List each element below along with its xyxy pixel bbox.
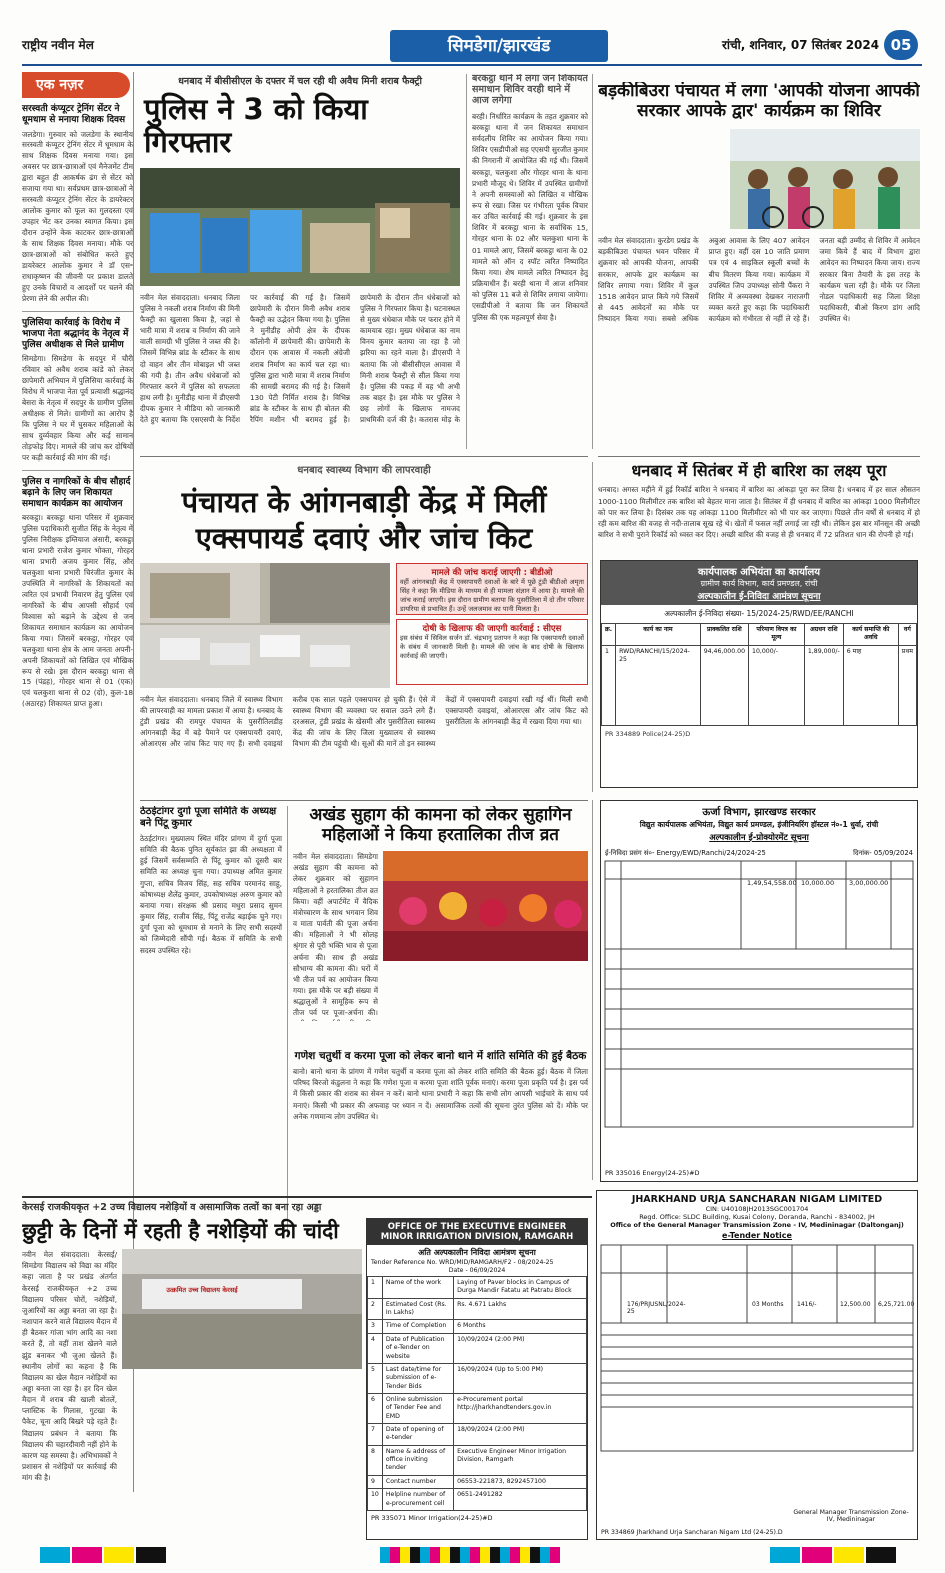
table-cell: 9	[368, 1475, 383, 1488]
table-header: कार्य समाप्ति की अवधि	[843, 624, 898, 646]
table-cell: 1	[602, 645, 616, 725]
table-row	[368, 1489, 587, 1511]
camp-photo-image	[598, 129, 920, 229]
notice-date: दिनांक- 05/09/2024	[853, 849, 913, 857]
notice-refs	[601, 846, 917, 859]
tender-number: अल्पकालीन ई-निविदा संख्या- 15/2024-25/RWD/EE/RANCHI	[664, 609, 854, 618]
table-cell: Last date/time for submission of e-Tender Bids	[382, 1363, 453, 1393]
table-cell: Time of Completion	[382, 1320, 453, 1333]
table-cell: Estimated Cost (Rs. In Lakhs)	[382, 1298, 453, 1320]
column-rule	[287, 806, 288, 1236]
table-cell: 06553-221873, 8292457100	[454, 1475, 587, 1488]
section-rule	[140, 800, 588, 801]
notice-footer: PR 335071 Minor Irrigation(24-25)#D	[371, 1513, 493, 1522]
notice-title: अल्पकालीन ई-निविदा आमंत्रण सूचना	[697, 592, 821, 602]
section-rule	[140, 456, 588, 457]
jusnl-table-graphic	[597, 1243, 917, 1453]
notice-header	[601, 801, 917, 846]
table-cell: Laying of Paver blocks in Campus of Durga Mandir Fatatu at Patratu Block	[454, 1277, 587, 1299]
table-cell: 18/09/2024 (2:00 PM)	[454, 1424, 587, 1446]
table-row	[368, 1277, 587, 1299]
article-body: नवीन मेल संवाददाता। केरसई/सिमडेगा विद्यालय को विद्या का मंदिर कहा जाता है पर प्रखंड अंतर्गत केरसई राजकीयकृत +2 उच्च विद्यालय परिसर चोरों, नशेड़ियों, जुआरियों का अड्डा बनता जा रहा है। नशापान करने वाले विद्यालय मैदान में ही बैठकर गांजा भांग आदि का नशा करते हैं, तो वहीं ताश खेलने वाले झुंड बनाकर भी जुआ खेलते हैं। स्थानीय लोगों का कहना है कि विद्यालय का खेल मैदान नशेड़ियों का अड्डा बनता जा रहा है। हर दिन खेल मैदान में शराब की खाली बोतलें, प्लास्टिक के गिलास, गुटखा के पैकेट, चूना आदि बिखरे पड़े रहते हैं। विद्यालय प्रबंधन ने बताया कि विद्यालय की चहारदीवारी नहीं होने के कारण यह समस्या है। अभिभावकों ने प्रशासन से नशेड़ियों पर कार्रवाई की मांग की है।	[22, 1250, 117, 1483]
article-durga-puja	[140, 806, 282, 1238]
table-cell: 8	[368, 1445, 383, 1475]
school-sign: उत्क्रमित उच्च विद्यालय केरसई	[166, 1286, 238, 1295]
notice-title: OFFICE OF THE EXECUTIVE ENGINEER MINOR IRRIGATION DIVISION, RAMGARH	[367, 1219, 587, 1245]
notice-address: Regd. Office: SLDC Building, Kusai Colony, Doranda, Ranchi - 834002, JH	[639, 1213, 875, 1221]
article-body: नवीन मेल संवाददाता। धनबाद जिले में स्वास्थ्य विभाग की लापरवाही का मामला प्रकाश में आया है। धनबाद के टुंडी प्रखंड की रामपुर पंचायत के पुसरीतिलडीह आंगनबाड़ी केंद्र में बड़े पैमाने पर एक्सपायरी दवाएं, ओआरएस और जांच किट पाए गए हैं। सभी दवाइयां करीब एक साल पहले एक्सपायर हो चुकी हैं। ऐसे में स्वास्थ्य विभाग की व्यवस्था पर सवाल उठने लगे हैं। दरअसल, टुंडी प्रखंड के खेसमी और पुसरीतिला स्वास्थ्य केंद्र की जांच के लिए जिला मुख्यालय से स्वास्थ्य विभाग की टीम पहुंची थी। सूओं की मानें तो इन स्वास्थ्य केंद्रों में एक्सपायरी दवाइयां रखी गई थीं। मिली सभी एक्सपायरी दवाइयां, ओआरएस और जांच किट को पुसरीतिला के आंगनबाड़ी केंद्र में रखवा दिया गया था।	[140, 694, 588, 749]
table-cell: Date of Publication of e-Tender on website	[382, 1333, 453, 1363]
article-kicker: धनबाद स्वास्थ्य विभाग की लापरवाही	[297, 465, 431, 476]
color-swatch	[866, 1547, 896, 1563]
cs-box	[396, 619, 588, 685]
column-rule	[592, 462, 593, 792]
notice-minor-irrigation	[366, 1218, 588, 1540]
table-row	[368, 1363, 587, 1393]
table-cell: 5	[368, 1363, 383, 1393]
notice-title: JHARKHAND URJA SANCHARAN NIGAM LIMITED	[631, 1194, 883, 1205]
brief-headline: पुलिसिया कार्रवाई के विरोध में भाजपा नेता श्रद्धानंद के नेतृत्व में पुलिस अधीक्षक से मिले ग्रामीण	[22, 317, 129, 350]
jusnl-est: 6,25,721.00	[878, 1301, 915, 1308]
article-headline: धनबाद में सितंबर में ही बारिश का लक्ष्य पूरा	[631, 462, 887, 480]
table-cell: Name & address of office inviting tender	[382, 1445, 453, 1475]
energy-table-graphic	[601, 859, 917, 1129]
table-row	[368, 1475, 587, 1488]
table-cell: 6	[368, 1393, 383, 1423]
page-number: 05	[884, 30, 918, 60]
notice-rural-works	[600, 560, 918, 788]
dateline: रांची, शनिवार, 07 सितंबर 2024	[722, 38, 880, 52]
table-row	[368, 1424, 587, 1446]
article-kicker: केरसई राजकीयकृत +2 उच्च विद्यालय नशेड़ियों व असामाजिक तत्वों का बना रहा अड्डा	[22, 1202, 322, 1213]
box-title: मामले की जांच कराई जाएगी : बीडीओ	[431, 567, 553, 578]
teej-layout	[293, 851, 588, 1021]
article-body: नवीन मेल संवाददाता। सिमडेगा अखंड सुहाग की कामना को लेकर शुक्रवार को सुहागन महिलाओं ने हरतालिका तीज व्रत किया। वहीं अपार्टमेंट में वैदिक मंत्रोच्चारण के साथ भगवान शिव व माता पार्वती की पूजा अर्चना की। महिलाओं ने भी सोलह श्रृंगार से पूरी भक्ति भाव से पूजा अर्चना की। साथ ही अखंड सौभाग्य की कामना की। घरों में भी तीज पर्व का आयोजन किया गया। इस मौके पर बड़ी संख्या में श्रद्धालुओं ने सामूहिक रूप से तीज पर्व पर पूजा-अर्चना की।	[293, 852, 378, 1018]
table-cell: e-Procurement portal http://jharkhandtenders.gov.in	[454, 1393, 587, 1423]
article-apki-yojana	[598, 82, 920, 452]
color-swatch	[770, 1547, 800, 1563]
table-cell: 10,000/-	[749, 645, 805, 725]
article-body: धनबाद। अगस्त महीने में हुई रिकॉर्ड बारिश ने धनबाद में बारिश का आंकड़ा पूरा कर लिया है। धनबाद में हर साल औसतन 1000-1100 मिलीमीटर तक बारिश को बेहतर माना जाता है। सितंबर में ही धनबाद में बारिश का आंकड़ा 1000 मिलीमीटर को पार कर लिया है। दिसंबर तक यह आंकड़ा 1100 मिलीमीटर को भी पार कर जाएगा। पिछले तीन वर्षों से धनबाद में हो रही कम बारिश की वजह से नदी-तालाब सूख रहे थे। खेतों में फसल नहीं लगाई जा रही थी। लेकिन इस बार मॉनसून की अच्छी बारिश ने सभी पुराने रिकॉर्ड को ध्वस्त कर दिए। अच्छी बारिश की वजह से ही धनबाद में 72 प्रतिशत धान की रोपनी हो गई।	[598, 485, 920, 540]
table-row	[368, 1393, 587, 1423]
notice-subtitle: अति अल्पकालीन निविदा आमंत्रण सूचना	[418, 1248, 536, 1257]
table-cell: 10	[368, 1489, 383, 1511]
camp-photo	[598, 129, 920, 229]
masthead	[22, 30, 922, 66]
color-swatch	[136, 1547, 166, 1563]
table-cell: Contact number	[382, 1475, 453, 1488]
notice-ref: ई-निविदा प्रसंग सं०- Energy/EWD/Ranchi/24/2024-25	[605, 849, 766, 857]
color-swatch	[834, 1547, 864, 1563]
article-headline: गणेश चतुर्थी व करमा पूजा को लेकर बानो थाने में शांति समिति की हुई बैठक	[294, 1050, 587, 1062]
notice-office: कार्यपालक अभियंता का कार्यालय	[697, 567, 821, 578]
jusnl-period: 03 Months	[752, 1301, 784, 1308]
brief-text: बरकट्ठा। बरकट्ठा थाना परिसर में शुक्रवार पुलिस पदाधिकारी सुजीत सिंह के नेतृत्व में पुलिस निरीक्षक इम्तियाज अंसारी, बरकट्ठा थाना प्रभारी राजेश कुमार भोक्ता, गोरहर थाना प्रभारी अजय कुमार सिंह, और चलकुशा थाना प्रभारी चिरंजीत कुमार के उपस्थिति में नागरिकों के शिकायतों का त्वरित एवं प्रभावी निवारण हेतु पुलिस एवं नागरिकों के बीच आपसी सौहार्द एवं विश्वास को बढ़ाने के उद्देश्य से जन शिकायत समाधान कार्यक्रम का आयोजन किया गया। जिसमें बरकट्ठा, गोरहर एवं चलकुशा थाना क्षेत्र के आम जनता अपनी-अपनी शिकायतों को लिखित एवं मौखिक रूप से रखे। इस दौरान बरकट्ठा थाना से 15 (पंद्रह), गोरहर थाना से 01 (एक) एवं चलकुशा थाना से 02 (दो), कुल-18 (अठारह) शिकायत प्राप्त हुआ।	[22, 513, 133, 709]
table-cell: Date of opening of e-tender	[382, 1424, 453, 1446]
article-headline: बरकट्ठा थाने में लगा जन शिकायत समाधान शिविर वरही थाने में आज लगेगा	[472, 74, 588, 106]
color-swatch	[802, 1547, 832, 1563]
energy-amount: 1,49,54,558.00	[747, 879, 797, 887]
table-cell: 10/09/2024 (2:00 PM)	[454, 1333, 587, 1363]
table-header: प्राक्कलित राशि	[700, 624, 748, 646]
article-teej	[293, 806, 588, 1046]
jusnl-emd: 12,500.00	[840, 1301, 871, 1308]
notice-footer: PR 334869 Jharkhand Urja Sancharan Nigam Ltd (24-25).D	[601, 1529, 783, 1536]
jusnl-nit: 176/PRJUSNL/2024-25	[627, 1301, 686, 1315]
article-headline: बड़कीबिउरा पंचायत में लगा 'आपकी योजना आपकी सरकार आपके द्वार' कार्यक्रम का शिविर	[598, 82, 920, 121]
notice-header	[601, 561, 917, 605]
article-barkattha-camp	[472, 74, 588, 446]
table-row	[368, 1445, 587, 1475]
energy-fee: 10,000.00	[801, 879, 835, 887]
article-anganbadi	[140, 462, 588, 797]
notice-title: अल्पकालीन ई-प्रोक्योरमेंट सूचना	[709, 833, 809, 843]
school-layout	[22, 1249, 362, 1511]
table-cell: Rs. 4.671 Lakhs	[454, 1298, 587, 1320]
bdo-box	[396, 563, 588, 615]
brief-headline: सरस्वती कंप्यूटर ट्रेनिंग सेंटर ने धूमधाम से मनाया शिक्षक दिवस	[22, 104, 126, 126]
seized-liquor-photo	[140, 168, 460, 286]
energy-emd: 3,00,000.00	[849, 879, 889, 887]
table-cell: 94,46,000.00	[700, 645, 748, 725]
school-photo	[122, 1249, 362, 1369]
notice-dept: ग्रामीण कार्य विभाग, कार्य प्रमण्डल, रांची	[700, 579, 818, 588]
article-headline: ठेठईटांगर दुर्गा पूजा समिति के अध्यक्ष बने पिंटू कुमार	[140, 806, 277, 829]
table-cell: RWD/RANCHI/15/2024-25	[616, 645, 701, 725]
color-swatch	[72, 1547, 102, 1563]
table-header: कार्य का नाम	[616, 624, 701, 646]
article-headline: अखंड सुहाग की कामना को लेकर सुहागिन महिलाओं ने किया हरतालिका तीज व्रत	[309, 806, 572, 845]
box-text: इस संबंध में सिविल सर्जन डॉ. चंद्रभानु प्रतापन ने कहा कि एक्सपायरी दवाओं के संबंध में जानकारी मिली है। मामले की जांच के बाद दोषी के खिलाफ कार्रवाई की जाएगी।	[400, 633, 584, 660]
notice-office: विद्युत कार्यपालक अभियंता, विद्युत कार्य प्रमण्डल, इंजीनियरिंग हॉस्टल नं०-1 धुर्वा, रांची	[639, 820, 879, 829]
notice-dept: ऊर्जा विभाग, झारखण्ड सरकार	[702, 807, 816, 818]
table-row	[368, 1320, 587, 1333]
jusnl-cost: 1416/-	[797, 1301, 817, 1308]
article-headline: पुलिस ने 3 को किया गिरफ्तार	[144, 92, 368, 160]
table-cell: Online submission of Tender Fee and EMD	[382, 1393, 453, 1423]
column-rule	[592, 74, 593, 449]
table-cell: Helpline number of e-procurement cell	[382, 1489, 453, 1511]
section-rule	[22, 1196, 592, 1198]
teej-photo	[383, 851, 588, 961]
table-header: वर्ग	[898, 624, 916, 646]
table-cell: 2	[368, 1298, 383, 1320]
color-swatch	[40, 1547, 70, 1563]
table-header: परिमाण विपत्र का मूल्य	[749, 624, 805, 646]
divider	[22, 470, 133, 471]
brief-headline: पुलिस व नागरिकों के बीच सौहार्द बढ़ाने के लिए जन शिकायत समाधान कार्यक्रम का आयोजन	[22, 476, 131, 510]
article-body: ठेठईटांगर। मुख्यालय स्थित मंदिर प्रांगण में दुर्गा पूजा समिति की बैठक पुनित सूर्यकांत झा की अध्यक्षता में हुई जिसमें सर्वसम्मति से पिंटू कुमार को दूसरी बार समिति का अध्यक्ष चुना गया। उपाध्यक्ष अमित कुमार गुप्ता, सचिव विजय सिंह, सह सचिव परमानंद साहू, कोषाध्यक्ष शैलेंद्र कुमार, उपकोषाध्यक्ष अरुण कुमार को बनाया गया। संरक्षक श्री प्रसाद मधुरा प्रसाद सुमन कुमार सिंह, राजीव सिंह, पिंटू राजेंद्र बड़ाईक चुने गए। दुर्गा पूजा को धूमधाम से मनाने के लिए सभी सदस्यों को जिम्मेदारी सौंपी गई। बैठक में समिति के सभी सदस्य उपस्थित रहे।	[140, 834, 282, 955]
table-header: क्र.	[602, 624, 616, 646]
table-cell: 0651-2491282	[454, 1489, 587, 1511]
liquor-photo	[140, 168, 460, 286]
table-cell: 1	[368, 1277, 383, 1299]
table-cell: 7	[368, 1424, 383, 1446]
table-cell: Executive Engineer Minor Irrigation Division, Ramgarh	[454, 1445, 587, 1475]
column-rule	[466, 74, 467, 449]
article-liquor-factory	[140, 74, 460, 454]
notice-cin: CIN: U40108JH2013SGC001704	[705, 1205, 809, 1213]
article-body: नवीन मेल संवाददाता। धनबाद जिला पुलिस ने नकली शराब निर्माण की मिनी फैक्ट्री का खुलासा किया है, जहां से भारी मात्रा में शराब व निर्माण की जाने वाली सामग्री भी पुलिस ने जब्त की है। जिसमें विभिन्न ब्रांड के स्टीकर के साथ दो वाहन और तीन मोबाइल भी जब्त की गयी है। तीन अवैध धंधेबाजों को गिरफ्तार करने में पुलिस को सफलता हाथ लगी है। मुनीडीह थाना में डीएसपी दीपक कुमार ने मीडिया को जानकारी देते हुए बताया कि एसएसपी के निर्देश पर कार्रवाई की गई है। जिसमें छापेमारी के दौरान मिनी अवैध शराब फैक्ट्री का उद्भेदन किया गया है। पुलिस ने मुनीडीह ओपी क्षेत्र के दीपक कॉलोनी में छापेमारी की। छापेमारी के दौरान एक आवास में नकली अंग्रेजी शराब निर्माण का कार्य चल रहा था। पुलिस द्वारा भारी मात्रा में शराब निर्माण की सामग्री बरामद की गई है। जिसमें 130 पेटी निर्मित शराब है। विभिन्न ब्रांड के स्टीकर के साथ ही बोतल की रैपिंग मशीन भी बरामद हुई है। छापेमारी के दौरान तीन धंधेबाजों को पुलिस ने गिरफ्तार किया है। घटनास्थल से मुख्य धंधेबाज मौके पर फरार होने में कामयाब रहा। मुख्य धंधेबाज का नाम विनय कुमार बताया जा रहा है जो झरिया का रहने वाला है। डीएसपी ने बताया कि जो बीसीसीएल आवास में मिनी शराब फैक्ट्री से सील किया गया है। पुलिस की पकड़ में वह भी अभी तक बाहर है। इस मौके पर पुलिस ने छह लोगों के खिलाफ नामजद प्राथमिकी दर्ज की है। कतरास मोड़ के	[140, 292, 460, 425]
ek-najar-badge: एक नज़र	[22, 72, 130, 98]
notice-subtitle: e-Tender Notice	[722, 1231, 792, 1240]
article-kicker: धनबाद में बीसीसीएल के दफ्तर में चल रही थी अवैध मिनी शराब फैक्ट्री	[178, 76, 422, 87]
color-swatch	[104, 1547, 134, 1563]
notice-ref: Tender Reference No. WRD/MID/RAMGARH/F2 - 08/2024-25	[371, 1259, 554, 1266]
article-headline: छुट्टी के दिनों में रहती है नशेड़ियों की चांदी	[22, 1219, 339, 1243]
minor-tender-table	[367, 1276, 587, 1511]
section-rule	[598, 456, 920, 457]
article-dhanbad-rain	[598, 462, 920, 554]
table-row	[368, 1333, 587, 1363]
table-cell: 6 माह	[843, 645, 898, 725]
table-cell: 3	[368, 1320, 383, 1333]
box-title: दोषी के खिलाफ की जाएगी कार्रवाई : सीएस	[422, 623, 562, 634]
notice-jusnl	[596, 1190, 918, 1540]
article-kersai-school	[22, 1200, 362, 1530]
table-cell: प्रथम	[898, 645, 916, 725]
article-body: बरही। निर्धारित कार्यक्रम के तहत शुक्रवार को बरकट्ठा थाना में जन शिकायत समाधान सर्वदलीय शिविर का आयोजन किया गया। शिविर एसडीपीओ सह एएसपी सुरजीत कुमार की निगरानी में आयोजित की गई थी। जिसमें बरकट्ठा, चलकुशा और गोरहर थाना के थाना प्रभारी मौजूद थे। शिविर में उपस्थित ग्रामीणों ने अपनी समस्याओं को लिखित व मौखिक रूप से रखा। जिस पर गंभीरता पूर्वक विचार कर उचित कार्रवाई की गई। शुक्रवार के इस शिविर में बरकट्ठा थाना के सर्वाधिक 15, गोरहर थाना के 02 और चलकुशा थाना के 01 मामले आए, जिसमें बरकट्ठा थाना के 02 मामले को ऑन द स्पॉट त्वरित निष्पादित किया गया। शेष मामले त्वरित निष्पादन हेतु प्रक्रियाधीन हैं। बरही थाना में आज शनिवार को पुलिस 11 बजे से शिविर लगाया जायेगा। एसडीपीओ ने बताया कि जन शिकायतें पुलिस की एक महत्वपूर्ण सेवा है।	[472, 111, 588, 322]
brief-text: जलडेगा। गुरुवार को जलडेगा के स्थानीय सरस्वती कंप्यूटर ट्रेनिंग सेंटर में धूमधाम के साथ शिक्षक दिवस मनाया गया। इस अवसर पर छात्र-छात्राओं एवं मैनेजमेंट टीम द्वारा बहुत ही आकर्षक ढंग से सेंटर को सजाया गया था। सर्वप्रथम छात्र-छात्राओं ने सरस्वती कंप्यूटर ट्रेनिंग सेंटर के डायरेक्टर आलोक कुमार को फूल का गुलदस्ता एवं उपहार भेंट कर उनका स्वागत किया। इस दौरान उन्होंने केक काटकर छात्र-छात्राओं के साथ शिक्षक दिवस मनाया। मौके पर छात्र-छात्राओं को संबोधित करते हुए डायरेक्टर आलोक कुमार ने डॉ एस॰ राधाकृष्णन की जीवनी पर प्रकाश डालते हुए उनके विचारों व आदर्शों पर चलने की प्रेरणा लेने की अपील की।	[22, 129, 133, 303]
table-row	[368, 1298, 587, 1320]
article-headline: पंचायत के आंगनबाड़ी केंद्र में मिलीं एक्सपायर्ड दवाएं और जांच किट	[181, 485, 547, 556]
table-row	[602, 645, 917, 725]
registration-strip	[380, 1547, 560, 1563]
paper-name: राष्ट्रीय नवीन मेल	[22, 38, 94, 52]
tender-table	[601, 623, 917, 726]
notice-signature: General Manager Transmission Zone-IV, Medininagar	[793, 1509, 909, 1523]
brief-text: सिमडेगा। सिमडेगा के सदपुर में चौरी रविवार को अवैध शराब कांडे को लेकर छापेमारी अभियान में पुलिसिया कार्रवाई के विरोध में भाजपा नेता पूर्व प्रत्याशी श्रद्धानंद बेसरा के नेतृत्व में सदपुर के ग्रामीण पुलिस अधीक्षक से मिले। ग्रामीणों का आरोप है कि पुलिस ने घर में घुसकर महिलाओं के साथ दुर्व्यवहार किया और कई सामान तोड़फोड़ दिए। मामले की जांच कर दोषियों पर कड़ी कार्रवाई की मांग की गई।	[22, 354, 133, 462]
divider	[22, 311, 133, 312]
notice-footer: PR 334889 Police(24-25)D	[605, 729, 691, 738]
notice-footer: PR 335016 Energy(24-25)#D	[605, 1169, 700, 1177]
article-body: बानो। बानो थाना के प्रांगण में गणेश चतुर्थी व करमा पूजा को लेकर शांति समिति की बैठक हुई। बैठक में जिला परिषद बिरजो कंडुलना ने कहा कि गणेश पूजा व करमा पूजा शांति पूर्वक मनाएं। करमा पूजा प्रकृति पर्व है। इस पर्व में किसी प्रकार की शराब का सेवन न करें। बानो थाना प्रभारी ने कहा कि सभी लोग आपसी भाईचारे के साथ पर्व मनाएं। किसी भी प्रकार की अफवाह पर ध्यान न दें। असामाजिक तत्वों की सूचना तुरंत पुलिस को दें। मौके पर अनेक गणमान्य लोग उपस्थित थे।	[293, 1067, 588, 1121]
notice-date: Date - 06/09/2024	[448, 1267, 506, 1274]
section-title: सिमडेगा/झारखंड	[390, 30, 608, 62]
column-rule	[592, 800, 593, 1180]
table-cell: 16/09/2024 (Up to 5:00 PM)	[454, 1363, 587, 1393]
table-cell: Name of the work	[382, 1277, 453, 1299]
anganbadi-photo	[140, 563, 390, 688]
table-cell: 1,89,000/-	[804, 645, 843, 725]
notice-header	[597, 1191, 917, 1243]
table-cell: 6 Months	[454, 1320, 587, 1333]
table-header: अग्रधन राशि	[804, 624, 843, 646]
box-text: वहीं आंगनबाड़ी केंद्र में एक्सपायरी दवाओं के बारे में पूछे टुंडी बीडीओ अमृता सिंह ने कहा कि मीडिया के माध्यम से ही मामला संज्ञान में आया है। मामले की जांच कराई जाएगी। इस दौरान ग्रामीण बताया कि पुसरीतिला में दो तीन परिवार डायरिया से प्रभावित हैं। उन्हें जलजमाव का पानी मिलता है।	[400, 577, 584, 614]
anganbadi-photos	[140, 563, 588, 688]
notice-office: Office of the General Manager Transmission Zone - IV, Medininagar (Daltonganj)	[610, 1221, 904, 1229]
article-bano-meeting	[293, 1050, 588, 1190]
table-cell: 4	[368, 1333, 383, 1363]
article-body: नवीन मेल संवाददाता। कुरडेग प्रखंड के बड़कीबिउरा पंचायत भवन परिसर में शुक्रवार को आपकी योजना, आपकी सरकार, आपके द्वार कार्यक्रम का शिविर लगाया गया। शिविर में कुल 1518 आवेदन प्राप्त किये गये जिसमें से 445 आवेदनों का मौके पर निष्पादन किया गया। सबसे अधिक अबुआ आवास के लिए 407 आवेदन प्राप्त हुए। वहीं दस 10 जाति प्रमाण पत्र एवं 4 साइकिल स्कूली बच्चों के बीच वितरण किया गया। कार्यक्रम में उपस्थित जिप उपाध्यक्ष सोनी पैंकरा ने शिविर में अव्यवस्था देखकर नाराजगी व्यक्त करते हुए कहा कि पदाधिकारी कार्यक्रम को गंभीरता से नहीं ले रहे हैं। जनता बड़ी उम्मीद से शिविर में आवेदन जमा किये हैं बाद में विभाग द्वारा आवेदन का निष्पादन किया जाय। राज्य सरकार बिना तैयारी के इस तरह के कार्यक्रम चला रही है। मौके पर जिला नोडल पदाधिकारी सह जिला शिक्षा पदाधिकारी, बीओ किरण डांग आदि उपस्थित थे।	[598, 236, 920, 324]
notice-energy	[600, 800, 918, 1182]
